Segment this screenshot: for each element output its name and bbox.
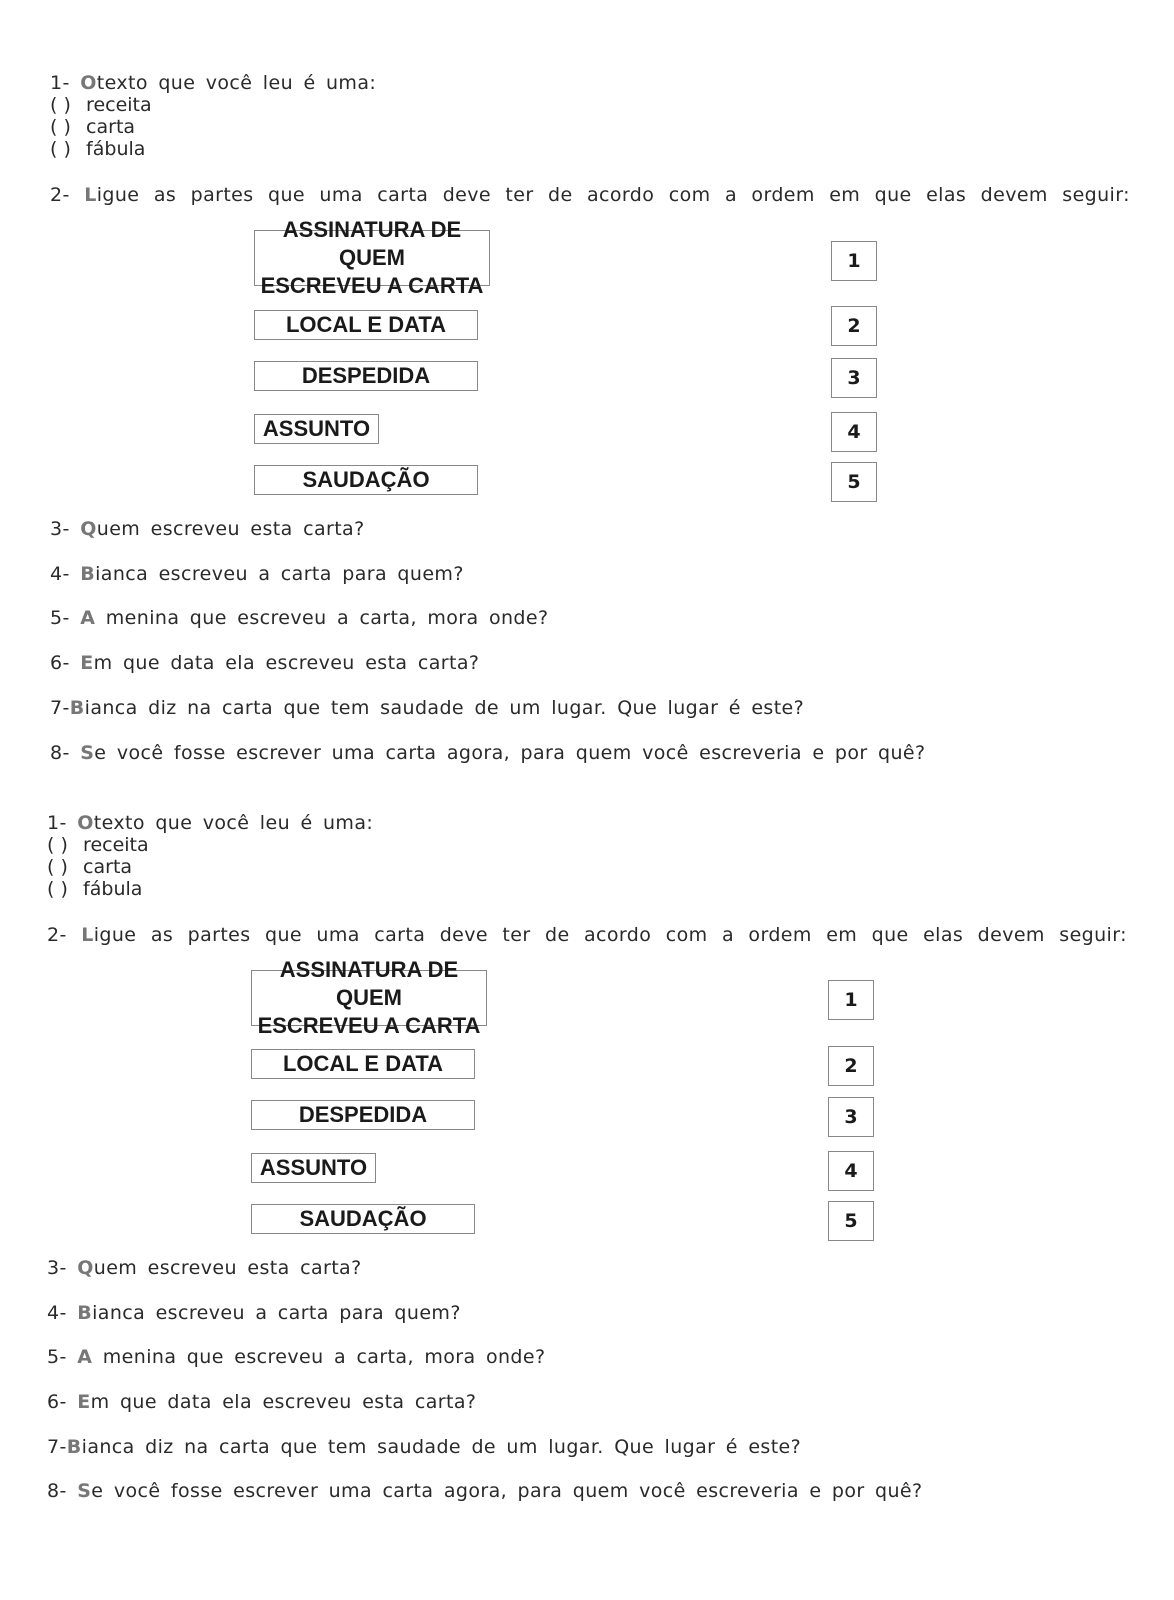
question-text: ianca escreveu a carta para quem? (95, 563, 464, 585)
label-despedida[interactable] (251, 1100, 475, 1130)
number-box-1[interactable]: 1 (828, 980, 874, 1020)
label-assinatura[interactable] (251, 957, 487, 1038)
question-5 (47, 1346, 545, 1368)
question-number: 6- (50, 652, 70, 674)
question-text: igue as partes que uma carta deve ter de acordo com a ordem em que elas devem seguir: (93, 924, 1127, 946)
option-label: fábula (86, 138, 146, 160)
question-text: m que data ela escreveu esta carta? (90, 1391, 477, 1413)
question-number: 7- (50, 697, 70, 719)
worksheet-2 (0, 800, 1174, 1560)
question-3 (47, 1257, 362, 1279)
question-text: e você fosse escrever uma carta agora, para quem você escreveria e por quê? (91, 1480, 923, 1502)
option-carta[interactable] (47, 856, 132, 878)
question-number: 8- (47, 1480, 67, 1502)
question-initial: S (77, 1480, 92, 1502)
question-6 (47, 1391, 476, 1413)
question-initial: A (77, 1346, 93, 1368)
option-fabula[interactable] (50, 138, 145, 160)
question-number: 7- (47, 1436, 67, 1458)
checkbox-mark[interactable]: ( ) (50, 138, 71, 160)
label-text: DESPEDIDA (298, 1102, 428, 1127)
label-local-e-data[interactable] (251, 1049, 475, 1079)
number-box-5[interactable]: 5 (831, 462, 877, 502)
label-assunto[interactable] (254, 414, 379, 444)
number-box-5[interactable]: 5 (828, 1201, 874, 1241)
question-text: texto que você leu é uma: (96, 72, 377, 94)
label-assinatura[interactable] (254, 217, 490, 298)
question-text: uem escreveu esta carta? (93, 1257, 362, 1279)
checkbox-mark[interactable]: ( ) (50, 116, 71, 138)
question-initial: S (80, 742, 95, 764)
question-text: ianca diz na carta que tem saudade de um lugar. Que lugar é este? (84, 697, 805, 719)
question-text: ianca escreveu a carta para quem? (92, 1302, 461, 1324)
checkbox-mark[interactable]: ( ) (47, 856, 68, 878)
question-7 (47, 1436, 801, 1458)
question-initial: E (80, 652, 94, 674)
option-label: carta (83, 856, 133, 878)
option-receita[interactable] (47, 834, 149, 856)
number-box-4[interactable]: 4 (828, 1151, 874, 1191)
question-2 (50, 184, 1130, 206)
question-number: 4- (47, 1302, 67, 1324)
question-number: 1- (47, 812, 67, 834)
number-box-2[interactable]: 2 (828, 1046, 874, 1086)
label-despedida[interactable] (254, 361, 478, 391)
option-fabula[interactable] (47, 878, 142, 900)
label-text: ASSUNTO (262, 416, 371, 441)
question-initial: Q (80, 518, 97, 540)
label-text: DESPEDIDA (301, 363, 431, 388)
question-4 (50, 563, 464, 585)
question-1 (50, 72, 376, 94)
question-initial: L (84, 184, 97, 206)
question-number: 2- (47, 924, 67, 946)
option-receita[interactable] (50, 94, 152, 116)
question-initial: A (80, 607, 96, 629)
question-initial: E (77, 1391, 91, 1413)
label-text: SAUDAÇÃO (302, 467, 430, 492)
question-number: 2- (50, 184, 70, 206)
question-text: uem escreveu esta carta? (96, 518, 365, 540)
number-box-1[interactable]: 1 (831, 241, 877, 281)
label-local-e-data[interactable] (254, 310, 478, 340)
option-label: receita (83, 834, 149, 856)
question-1 (47, 812, 373, 834)
question-initial: B (66, 1436, 82, 1458)
question-text: ianca diz na carta que tem saudade de um lugar. Que lugar é este? (81, 1436, 802, 1458)
number-box-2[interactable]: 2 (831, 306, 877, 346)
question-3 (50, 518, 365, 540)
question-4 (47, 1302, 461, 1324)
question-2 (47, 924, 1127, 946)
question-text: igue as partes que uma carta deve ter de acordo com a ordem em que elas devem seguir: (96, 184, 1130, 206)
label-text: ASSUNTO (259, 1155, 368, 1180)
label-line: ASSINATURA DE QUEM (282, 217, 462, 270)
question-text: texto que você leu é uma: (93, 812, 374, 834)
question-initial: B (80, 563, 96, 585)
question-number: 4- (50, 563, 70, 585)
question-7 (50, 697, 804, 719)
label-text: LOCAL E DATA (285, 312, 447, 337)
question-initial: O (77, 812, 94, 834)
checkbox-mark[interactable]: ( ) (47, 834, 68, 856)
question-8 (50, 742, 926, 764)
question-initial: Q (77, 1257, 94, 1279)
option-carta[interactable] (50, 116, 135, 138)
worksheet-1 (0, 60, 1174, 820)
question-8 (47, 1480, 923, 1502)
label-line: ASSINATURA DE QUEM (279, 957, 459, 1010)
label-line: ESCREVEU A CARTA (260, 273, 484, 298)
question-number: 6- (47, 1391, 67, 1413)
question-number: 5- (50, 607, 70, 629)
number-box-4[interactable]: 4 (831, 412, 877, 452)
question-text: menina que escreveu a carta, mora onde? (102, 1346, 546, 1368)
question-initial: B (77, 1302, 93, 1324)
question-number: 8- (50, 742, 70, 764)
checkbox-mark[interactable]: ( ) (50, 94, 71, 116)
label-saudacao[interactable] (254, 465, 478, 495)
question-initial: O (80, 72, 97, 94)
question-text: e você fosse escrever uma carta agora, para quem você escreveria e por quê? (94, 742, 926, 764)
question-number: 3- (50, 518, 70, 540)
option-label: carta (86, 116, 136, 138)
label-saudacao[interactable] (251, 1204, 475, 1234)
question-number: 3- (47, 1257, 67, 1279)
number-box-3[interactable]: 3 (828, 1097, 874, 1137)
label-assunto[interactable] (251, 1153, 376, 1183)
question-text: menina que escreveu a carta, mora onde? (105, 607, 549, 629)
question-initial: L (81, 924, 94, 946)
label-text: SAUDAÇÃO (299, 1206, 427, 1231)
label-text: LOCAL E DATA (282, 1051, 444, 1076)
number-box-3[interactable]: 3 (831, 358, 877, 398)
option-label: fábula (83, 878, 143, 900)
question-text: m que data ela escreveu esta carta? (93, 652, 480, 674)
label-line: ESCREVEU A CARTA (257, 1013, 481, 1038)
question-6 (50, 652, 479, 674)
question-initial: B (69, 697, 85, 719)
option-label: receita (86, 94, 152, 116)
question-number: 5- (47, 1346, 67, 1368)
question-number: 1- (50, 72, 70, 94)
question-5 (50, 607, 548, 629)
checkbox-mark[interactable]: ( ) (47, 878, 68, 900)
